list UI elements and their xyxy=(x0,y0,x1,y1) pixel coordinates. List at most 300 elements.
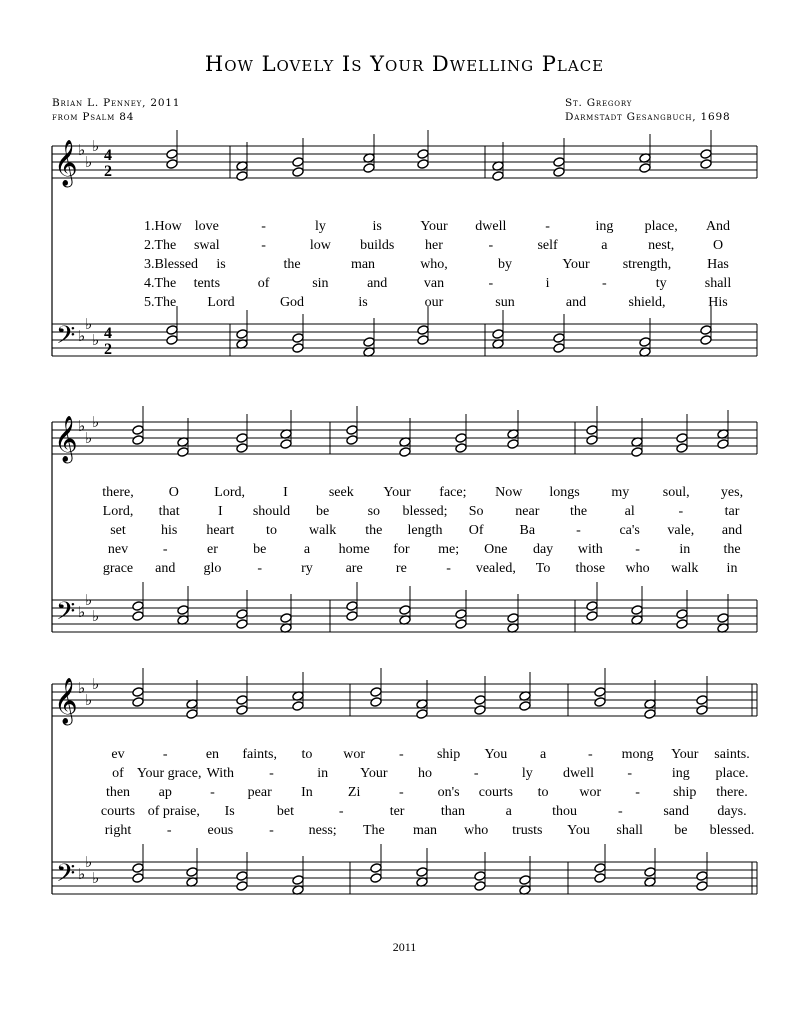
lyric-syllable: in xyxy=(317,766,329,781)
tenor-note xyxy=(292,875,304,886)
lyric-syllable: - xyxy=(210,785,215,800)
lyric-syllable: vale, xyxy=(667,523,695,538)
lyric-syllable: God xyxy=(279,295,305,310)
lyric-syllable: the xyxy=(569,504,588,519)
tenor-note xyxy=(700,325,712,336)
lyric-line-verse-5 xyxy=(0,560,809,578)
lyric-syllable: be xyxy=(674,823,688,838)
lyric-syllable: ly xyxy=(314,219,326,234)
alto-note xyxy=(639,163,651,174)
lyric-syllable: courts xyxy=(100,804,136,819)
lyric-line-verse-5 xyxy=(0,294,809,312)
tenor-note xyxy=(370,863,382,874)
lyric-syllable: Lord, xyxy=(102,504,134,519)
soprano-note xyxy=(346,425,358,436)
tenor-note xyxy=(492,329,504,340)
lyric-syllable: Your xyxy=(420,219,448,234)
alto-note xyxy=(417,159,429,170)
footer-year: 2011 xyxy=(392,940,417,954)
lyric-syllable: - xyxy=(627,766,632,781)
alto-note xyxy=(519,701,531,712)
bass-note xyxy=(236,881,248,892)
lyric-syllable: - xyxy=(488,238,494,253)
lyric-syllable: saints. xyxy=(714,747,750,762)
lyric-syllable: is xyxy=(372,219,382,234)
alto-note xyxy=(553,167,565,178)
lyric-syllable: the xyxy=(723,542,741,557)
tenor-note xyxy=(639,337,651,348)
bass-note xyxy=(417,335,429,346)
lyric-syllable: ty xyxy=(655,276,667,291)
lyric-syllable: Ba xyxy=(519,523,536,538)
lyric-syllable: trusts xyxy=(512,823,543,838)
alto-note xyxy=(186,709,198,720)
lyric-syllable: 2.The xyxy=(144,238,177,253)
alto-note xyxy=(717,439,729,450)
key-signature-flat: ♭ xyxy=(78,679,86,697)
lyric-syllable: shield, xyxy=(628,295,666,310)
tenor-note xyxy=(455,609,467,620)
soprano-note xyxy=(586,425,598,436)
lyric-syllable: in xyxy=(726,561,738,576)
lyric-syllable: the xyxy=(283,257,301,272)
tenor-note xyxy=(644,867,656,878)
lyric-syllable: face; xyxy=(439,485,467,500)
lyric-syllable: - xyxy=(602,276,607,291)
lyric-line-verse-5 xyxy=(0,822,809,840)
lyric-syllable: To xyxy=(535,561,551,576)
lyric-syllable: walk xyxy=(671,561,699,576)
lyric-syllable: with xyxy=(577,542,603,557)
alto-note xyxy=(696,705,708,716)
key-signature-flat: ♭ xyxy=(92,675,100,693)
lyric-syllable: who xyxy=(464,823,489,838)
lyric-syllable: blessed. xyxy=(709,823,755,838)
lyric-syllable: Your xyxy=(383,485,411,500)
lyric-syllable: 4.The xyxy=(144,276,177,291)
lyric-syllable: in xyxy=(679,542,691,557)
lyric-line-verse-3 xyxy=(0,522,809,540)
lyric-syllable: ry xyxy=(301,561,313,576)
lyric-syllable: tar xyxy=(724,504,740,519)
soprano-note xyxy=(132,687,144,698)
lyric-syllable: Lord, xyxy=(214,485,245,500)
key-signature-flat: ♭ xyxy=(78,141,86,159)
lyric-syllable: O xyxy=(168,485,179,500)
alto-note xyxy=(132,435,144,446)
lyric-syllable: I xyxy=(283,485,288,500)
lyric-syllable: - xyxy=(261,238,266,253)
bass-note xyxy=(586,611,598,622)
bass-note xyxy=(553,343,565,354)
lyric-syllable: - xyxy=(446,561,451,576)
lyric-syllable: right xyxy=(104,823,132,838)
treble-clef-icon: 𝄞 xyxy=(54,416,78,462)
time-signature: 2 xyxy=(104,341,112,358)
tenor-note xyxy=(236,871,248,882)
bass-clef-icon: 𝄢 xyxy=(56,859,76,894)
composer-line: Darmstadt Gesangbuch, 1698 xyxy=(565,111,731,123)
lyric-line-verse-1 xyxy=(0,484,809,502)
lyric-syllable: me; xyxy=(438,542,460,557)
alto-note xyxy=(292,701,304,712)
tenor-note xyxy=(236,329,248,340)
lyric-syllable: ho xyxy=(418,766,432,781)
alto-note xyxy=(700,159,712,170)
alto-note xyxy=(177,447,189,458)
lyric-syllable: mong xyxy=(621,747,654,762)
lyric-syllable: is xyxy=(358,295,368,310)
bass-note xyxy=(700,335,712,346)
lyric-line-verse-2 xyxy=(0,503,809,521)
lyric-syllable: With xyxy=(206,766,235,781)
soprano-note xyxy=(236,433,248,444)
lyric-syllable: - xyxy=(269,823,274,838)
lyric-syllable: self xyxy=(537,238,558,253)
lyric-syllable: - xyxy=(399,785,404,800)
lyric-syllable: You xyxy=(484,747,508,762)
lyric-syllable: dwell xyxy=(562,766,595,781)
soprano-note xyxy=(594,687,606,698)
lyric-syllable: ca's xyxy=(619,523,640,538)
tenor-note xyxy=(553,333,565,344)
lyric-syllable: nev xyxy=(107,542,129,557)
lyric-syllable: - xyxy=(269,766,274,781)
lyric-syllable: nest, xyxy=(648,238,675,253)
key-signature-flat: ♭ xyxy=(85,853,93,871)
lyric-syllable: bet xyxy=(276,804,295,819)
tenor-note xyxy=(346,601,358,612)
lyric-syllable: His xyxy=(708,295,728,310)
bass-note xyxy=(455,619,467,630)
lyric-syllable: 1.How xyxy=(144,219,182,234)
tenor-note xyxy=(363,337,375,348)
lyric-syllable: ship xyxy=(673,785,697,800)
lyric-syllable: thou xyxy=(552,804,577,819)
lyric-syllable: You xyxy=(567,823,590,838)
key-signature-flat: ♭ xyxy=(85,153,93,171)
treble-clef-icon: 𝄞 xyxy=(54,140,78,186)
bass-note xyxy=(676,619,688,630)
lyric-syllable: And xyxy=(705,219,731,234)
lyric-syllable: Now xyxy=(495,485,523,500)
lyric-syllable: are xyxy=(345,561,363,576)
lyric-syllable: - xyxy=(587,747,593,762)
lyric-syllable: by xyxy=(498,257,512,272)
lyric-syllable: our xyxy=(424,295,444,310)
lyric-syllable: be xyxy=(316,504,330,519)
lyric-syllable: re xyxy=(395,561,407,576)
tenor-note xyxy=(177,605,189,616)
key-signature-flat: ♭ xyxy=(78,417,86,435)
alto-note xyxy=(492,171,504,182)
lyric-syllable: dwell xyxy=(475,219,507,234)
lyric-line-verse-2 xyxy=(0,237,809,255)
alto-note xyxy=(474,705,486,716)
lyric-syllable: that xyxy=(158,504,180,519)
lyric-syllable: the xyxy=(365,523,383,538)
lyric-syllable: wor xyxy=(579,785,602,800)
lyric-syllable: shall xyxy=(704,276,732,291)
tenor-note xyxy=(474,871,486,882)
lyric-syllable: to xyxy=(537,785,549,800)
lyric-syllable: place, xyxy=(644,219,678,234)
lyric-syllable: day xyxy=(532,542,554,557)
lyric-syllable: of praise, xyxy=(147,804,200,819)
lyric-syllable: Lord xyxy=(207,295,235,310)
bass-note xyxy=(696,881,708,892)
alto-note xyxy=(631,447,643,458)
lyric-syllable: Of xyxy=(468,523,484,538)
lyric-syllable: there. xyxy=(716,785,748,800)
key-signature-flat: ♭ xyxy=(78,865,86,883)
lyric-syllable: a xyxy=(505,804,512,819)
lyric-syllable: - xyxy=(678,504,684,519)
lyric-syllable: - xyxy=(338,804,344,819)
lyric-syllable: i xyxy=(545,276,550,291)
lyric-syllable: al xyxy=(624,504,635,519)
alto-note xyxy=(236,443,248,454)
alto-note xyxy=(132,697,144,708)
lyric-syllable: for xyxy=(393,542,410,557)
lyric-syllable: sun xyxy=(495,295,515,310)
lyric-syllable: man xyxy=(350,257,376,272)
lyric-syllable: sin xyxy=(312,276,329,291)
lyric-line-verse-4 xyxy=(0,275,809,293)
soprano-note xyxy=(132,425,144,436)
soprano-note xyxy=(700,149,712,160)
tenor-note xyxy=(292,333,304,344)
key-signature-flat: ♭ xyxy=(85,315,93,333)
lyric-syllable: those xyxy=(575,561,606,576)
lyric-syllable: Is xyxy=(224,804,235,819)
alto-note xyxy=(594,697,606,708)
key-signature-flat: ♭ xyxy=(92,413,100,431)
lyric-syllable: near xyxy=(515,504,540,519)
alto-note xyxy=(280,439,292,450)
bass-note xyxy=(346,611,358,622)
tenor-note xyxy=(507,613,519,624)
author-line: Brian L. Penney, 2011 xyxy=(52,97,181,109)
alto-note xyxy=(236,705,248,716)
lyric-syllable: who, xyxy=(420,257,448,272)
key-signature-flat: ♭ xyxy=(92,137,100,155)
lyric-syllable: her xyxy=(425,238,443,253)
bass-note xyxy=(474,881,486,892)
lyric-syllable: my xyxy=(611,485,630,500)
bass-note xyxy=(292,343,304,354)
tenor-note xyxy=(631,605,643,616)
alto-note xyxy=(455,443,467,454)
lyric-syllable: ness; xyxy=(308,823,337,838)
lyric-syllable: - xyxy=(545,219,550,234)
hymn-title: How Lovely Is Your Dwelling Place xyxy=(204,52,605,76)
bass-clef-icon: 𝄢 xyxy=(56,321,76,356)
tenor-note xyxy=(717,613,729,624)
lyric-syllable: - xyxy=(257,561,263,576)
lyric-syllable: walk xyxy=(309,523,337,538)
key-signature-flat: ♭ xyxy=(85,591,93,609)
alto-note xyxy=(370,697,382,708)
lyric-syllable: 3.Blessed xyxy=(144,257,199,272)
tenor-note xyxy=(519,875,531,886)
tenor-note xyxy=(399,605,411,616)
soprano-note xyxy=(474,695,486,706)
lyric-syllable: ing xyxy=(671,766,690,781)
lyric-syllable: strength, xyxy=(622,257,672,272)
lyric-syllable: - xyxy=(635,785,640,800)
lyric-syllable: there, xyxy=(102,485,134,500)
lyric-syllable: set xyxy=(110,523,126,538)
lyric-syllable: 5.The xyxy=(144,295,177,310)
lyric-syllable: - xyxy=(635,542,640,557)
lyric-syllable: - xyxy=(162,542,168,557)
time-signature: 4 xyxy=(104,325,112,342)
lyric-syllable: a xyxy=(303,542,311,557)
lyric-line-verse-2 xyxy=(0,765,809,783)
tenor-note xyxy=(676,609,688,620)
bass-note xyxy=(166,335,178,346)
bass-clef-icon: 𝄢 xyxy=(56,597,76,632)
lyric-syllable: ter xyxy=(389,804,405,819)
tenor-note xyxy=(586,601,598,612)
lyric-syllable: love xyxy=(194,219,219,234)
lyric-syllable: on's xyxy=(437,785,460,800)
lyric-line-verse-1 xyxy=(0,218,809,236)
lyric-syllable: In xyxy=(301,785,313,800)
lyric-syllable: Your xyxy=(562,257,590,272)
lyric-syllable: van xyxy=(423,276,445,291)
lyric-syllable: - xyxy=(162,747,168,762)
lyric-syllable: and xyxy=(155,561,176,576)
lyric-syllable: and xyxy=(721,523,743,538)
tenor-note xyxy=(132,601,144,612)
lyric-syllable: So xyxy=(468,504,484,519)
lyric-syllable: home xyxy=(338,542,370,557)
tenor-note xyxy=(186,867,198,878)
soprano-note xyxy=(417,149,429,160)
lyric-line-verse-1 xyxy=(0,746,809,764)
lyric-syllable: longs xyxy=(549,485,580,500)
lyric-syllable: blessed; xyxy=(402,504,448,519)
soprano-note xyxy=(166,149,178,160)
time-signature: 4 xyxy=(104,147,112,164)
lyric-syllable: be xyxy=(253,542,267,557)
soprano-note xyxy=(292,157,304,168)
time-signature: 2 xyxy=(104,163,112,180)
lyric-syllable: sand xyxy=(663,804,690,819)
lyric-syllable: ly xyxy=(521,766,533,781)
lyric-syllable: - xyxy=(399,747,404,762)
lyric-syllable: eous xyxy=(207,823,234,838)
bass-note xyxy=(132,611,144,622)
tenor-note xyxy=(594,863,606,874)
lyric-line-verse-3 xyxy=(0,256,809,274)
lyric-syllable: place. xyxy=(715,766,749,781)
lyric-syllable: seek xyxy=(328,485,354,500)
lyric-syllable: - xyxy=(473,766,479,781)
lyric-line-verse-3 xyxy=(0,784,809,802)
lyric-syllable: of xyxy=(112,766,124,781)
lyric-syllable: swal xyxy=(193,238,220,253)
lyric-syllable: ap xyxy=(158,785,172,800)
lyric-syllable: glo xyxy=(203,561,222,576)
tenor-note xyxy=(166,325,178,336)
lyric-syllable: ing xyxy=(595,219,614,234)
lyric-syllable: - xyxy=(166,823,172,838)
lyric-syllable: shall xyxy=(616,823,643,838)
lyric-syllable: is xyxy=(216,257,226,272)
lyric-syllable: O xyxy=(712,238,724,253)
alto-note xyxy=(292,167,304,178)
lyric-syllable: One xyxy=(484,542,508,557)
lyric-syllable: to xyxy=(301,747,313,762)
lyric-syllable: length xyxy=(407,523,443,538)
alto-note xyxy=(416,709,428,720)
soprano-note xyxy=(370,687,382,698)
lyric-syllable: vealed, xyxy=(475,561,516,576)
tenor-note xyxy=(132,863,144,874)
alto-note xyxy=(363,163,375,174)
lyric-syllable: and xyxy=(565,295,587,310)
lyric-syllable: tents xyxy=(193,276,221,291)
lyric-syllable: should xyxy=(252,504,291,519)
key-signature-flat: ♭ xyxy=(85,691,93,709)
lyric-syllable: so xyxy=(367,504,381,519)
lyric-syllable: heart xyxy=(206,523,235,538)
alto-note xyxy=(507,439,519,450)
lyric-syllable: - xyxy=(488,276,494,291)
lyric-syllable: low xyxy=(309,238,331,253)
alto-note xyxy=(644,709,656,720)
lyric-syllable: soul, xyxy=(662,485,690,500)
lyric-syllable: courts xyxy=(478,785,513,800)
bass-note xyxy=(236,619,248,630)
alto-note xyxy=(236,171,248,182)
lyric-syllable: - xyxy=(576,523,581,538)
key-signature-flat: ♭ xyxy=(78,603,86,621)
lyric-syllable: faints, xyxy=(242,747,277,762)
lyric-syllable: yes, xyxy=(720,485,744,500)
soprano-note xyxy=(676,433,688,444)
lyric-syllable: his xyxy=(160,523,178,538)
alto-note xyxy=(586,435,598,446)
lyric-syllable: and xyxy=(367,276,388,291)
lyric-syllable: er xyxy=(207,542,218,557)
lyric-syllable: Your xyxy=(360,766,388,781)
key-signature-flat: ♭ xyxy=(92,869,100,887)
lyric-syllable: man xyxy=(412,823,438,838)
key-signature-flat: ♭ xyxy=(92,331,100,349)
lyric-syllable: ev xyxy=(111,747,125,762)
soprano-note xyxy=(236,695,248,706)
lyric-syllable: a xyxy=(601,238,608,253)
lyric-syllable: Your grace, xyxy=(136,766,202,781)
bass-note xyxy=(370,873,382,884)
lyric-syllable: Your xyxy=(671,747,699,762)
lyric-syllable: I xyxy=(217,504,223,519)
bass-note xyxy=(594,873,606,884)
source-line: from Psalm 84 xyxy=(52,111,135,123)
alto-note xyxy=(166,159,178,170)
lyric-syllable: to xyxy=(266,523,277,538)
lyric-syllable: pear xyxy=(247,785,272,800)
lyric-line-verse-4 xyxy=(0,803,809,821)
lyric-line-verse-4 xyxy=(0,541,809,559)
treble-clef-icon: 𝄞 xyxy=(54,678,78,724)
key-signature-flat: ♭ xyxy=(78,327,86,345)
lyric-syllable: ship xyxy=(436,747,461,762)
